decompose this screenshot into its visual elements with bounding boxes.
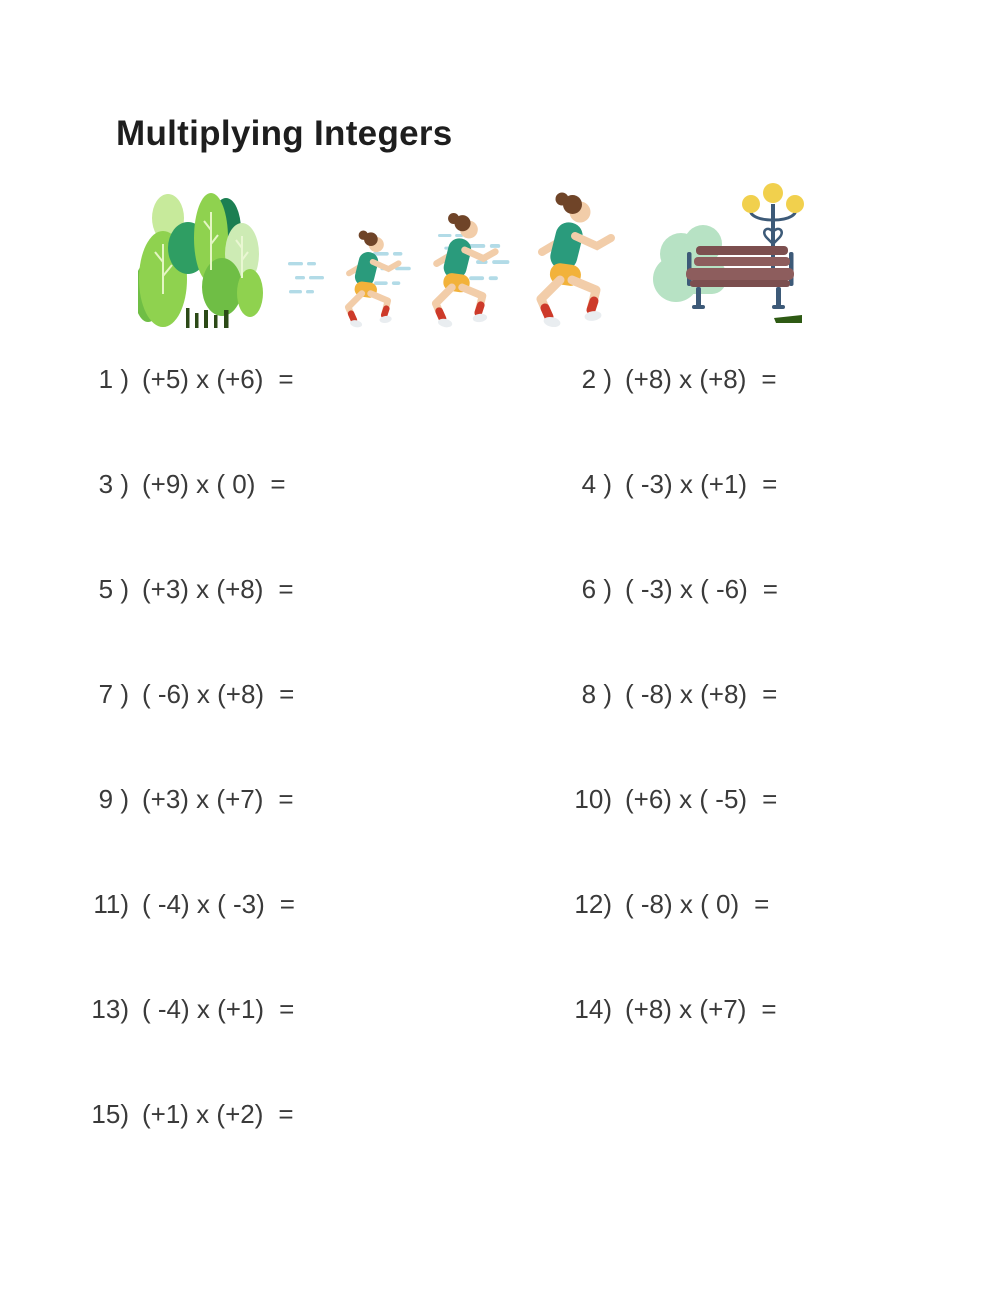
problem-6 (568, 572, 935, 677)
problem-8 (568, 677, 935, 782)
problem-expression: (+6) x ( -5) (625, 784, 748, 814)
problem-expression: ( -4) x ( -3) (142, 889, 265, 919)
problem-expression: (+8) x (+7) (625, 994, 747, 1024)
answer-blank[interactable] (303, 887, 375, 919)
equals-sign: = (762, 679, 778, 709)
problem-14 (568, 992, 935, 1097)
park-illustration (138, 182, 808, 332)
runner-large-icon (541, 193, 611, 329)
equals-sign: = (270, 469, 286, 499)
equals-sign: = (278, 784, 294, 814)
problem-expression: ( -3) x (+1) (625, 469, 748, 499)
problem-number: 12) (574, 889, 612, 919)
problem-7 (85, 677, 568, 782)
answer-blank[interactable] (777, 887, 849, 919)
problem-number: 2 ) (581, 364, 612, 394)
equals-sign: = (278, 1099, 294, 1129)
problem-1 (85, 362, 568, 467)
problem-9 (85, 782, 568, 887)
answer-blank[interactable] (786, 572, 858, 604)
problem-12 (568, 887, 935, 992)
problem-number: 1 ) (98, 364, 129, 394)
problem-15 (85, 1097, 568, 1202)
problem-expression: ( -4) x (+1) (142, 994, 265, 1024)
problem-13 (85, 992, 568, 1097)
problem-expression: (+3) x (+7) (142, 784, 264, 814)
problems-grid (85, 362, 935, 1202)
problem-number: 5 ) (98, 574, 129, 604)
answer-blank[interactable] (294, 467, 366, 499)
equals-sign: = (761, 364, 777, 394)
problem-3 (85, 467, 568, 572)
problem-expression: (+1) x (+2) (142, 1099, 264, 1129)
answer-blank[interactable] (302, 992, 374, 1024)
problem-number: 15) (91, 1099, 129, 1129)
equals-sign: = (754, 889, 770, 919)
answer-blank[interactable] (785, 362, 857, 394)
grass-icon (774, 315, 802, 323)
equals-sign: = (761, 994, 777, 1024)
answer-blank[interactable] (302, 677, 374, 709)
equals-sign: = (762, 574, 778, 604)
problem-expression: (+3) x (+8) (142, 574, 264, 604)
equals-sign: = (278, 574, 294, 604)
answer-blank[interactable] (302, 782, 374, 814)
problem-number: 3 ) (98, 469, 129, 499)
equals-sign: = (279, 679, 295, 709)
problem-5 (85, 572, 568, 677)
problem-number: 9 ) (98, 784, 129, 814)
problem-number: 6 ) (581, 574, 612, 604)
problem-11 (85, 887, 568, 992)
problem-10 (568, 782, 935, 887)
answer-blank[interactable] (785, 467, 857, 499)
runner-medium-icon (436, 213, 496, 329)
answer-blank[interactable] (785, 782, 857, 814)
answer-blank[interactable] (785, 992, 857, 1024)
problem-2 (568, 362, 935, 467)
problem-expression: (+9) x ( 0) (142, 469, 256, 499)
answer-blank[interactable] (302, 362, 374, 394)
problem-number: 14) (574, 994, 612, 1024)
problem-expression: ( -8) x ( 0) (625, 889, 740, 919)
problem-expression: (+8) x (+8) (625, 364, 747, 394)
answer-blank[interactable] (302, 572, 374, 604)
equals-sign: = (278, 364, 294, 394)
equals-sign: = (279, 889, 295, 919)
street-lamp-icon (742, 183, 804, 270)
answer-blank[interactable] (302, 1097, 374, 1129)
answer-blank[interactable] (785, 677, 857, 709)
problem-number: 13) (91, 994, 129, 1024)
trees-icon (138, 193, 263, 328)
problem-number: 11) (93, 889, 129, 919)
equals-sign: = (762, 469, 778, 499)
runner-small-icon (348, 231, 398, 329)
problem-number: 10) (574, 784, 612, 814)
problem-expression: ( -8) x (+8) (625, 679, 748, 709)
problem-number: 8 ) (581, 679, 612, 709)
problem-number: 4 ) (581, 469, 612, 499)
problem-expression: ( -3) x ( -6) (625, 574, 748, 604)
worksheet-title: Multiplying Integers (116, 114, 453, 153)
equals-sign: = (762, 784, 778, 814)
equals-sign: = (279, 994, 295, 1024)
problem-4 (568, 467, 935, 572)
problem-number: 7 ) (98, 679, 129, 709)
problem-expression: ( -6) x (+8) (142, 679, 265, 709)
problem-expression: (+5) x (+6) (142, 364, 264, 394)
